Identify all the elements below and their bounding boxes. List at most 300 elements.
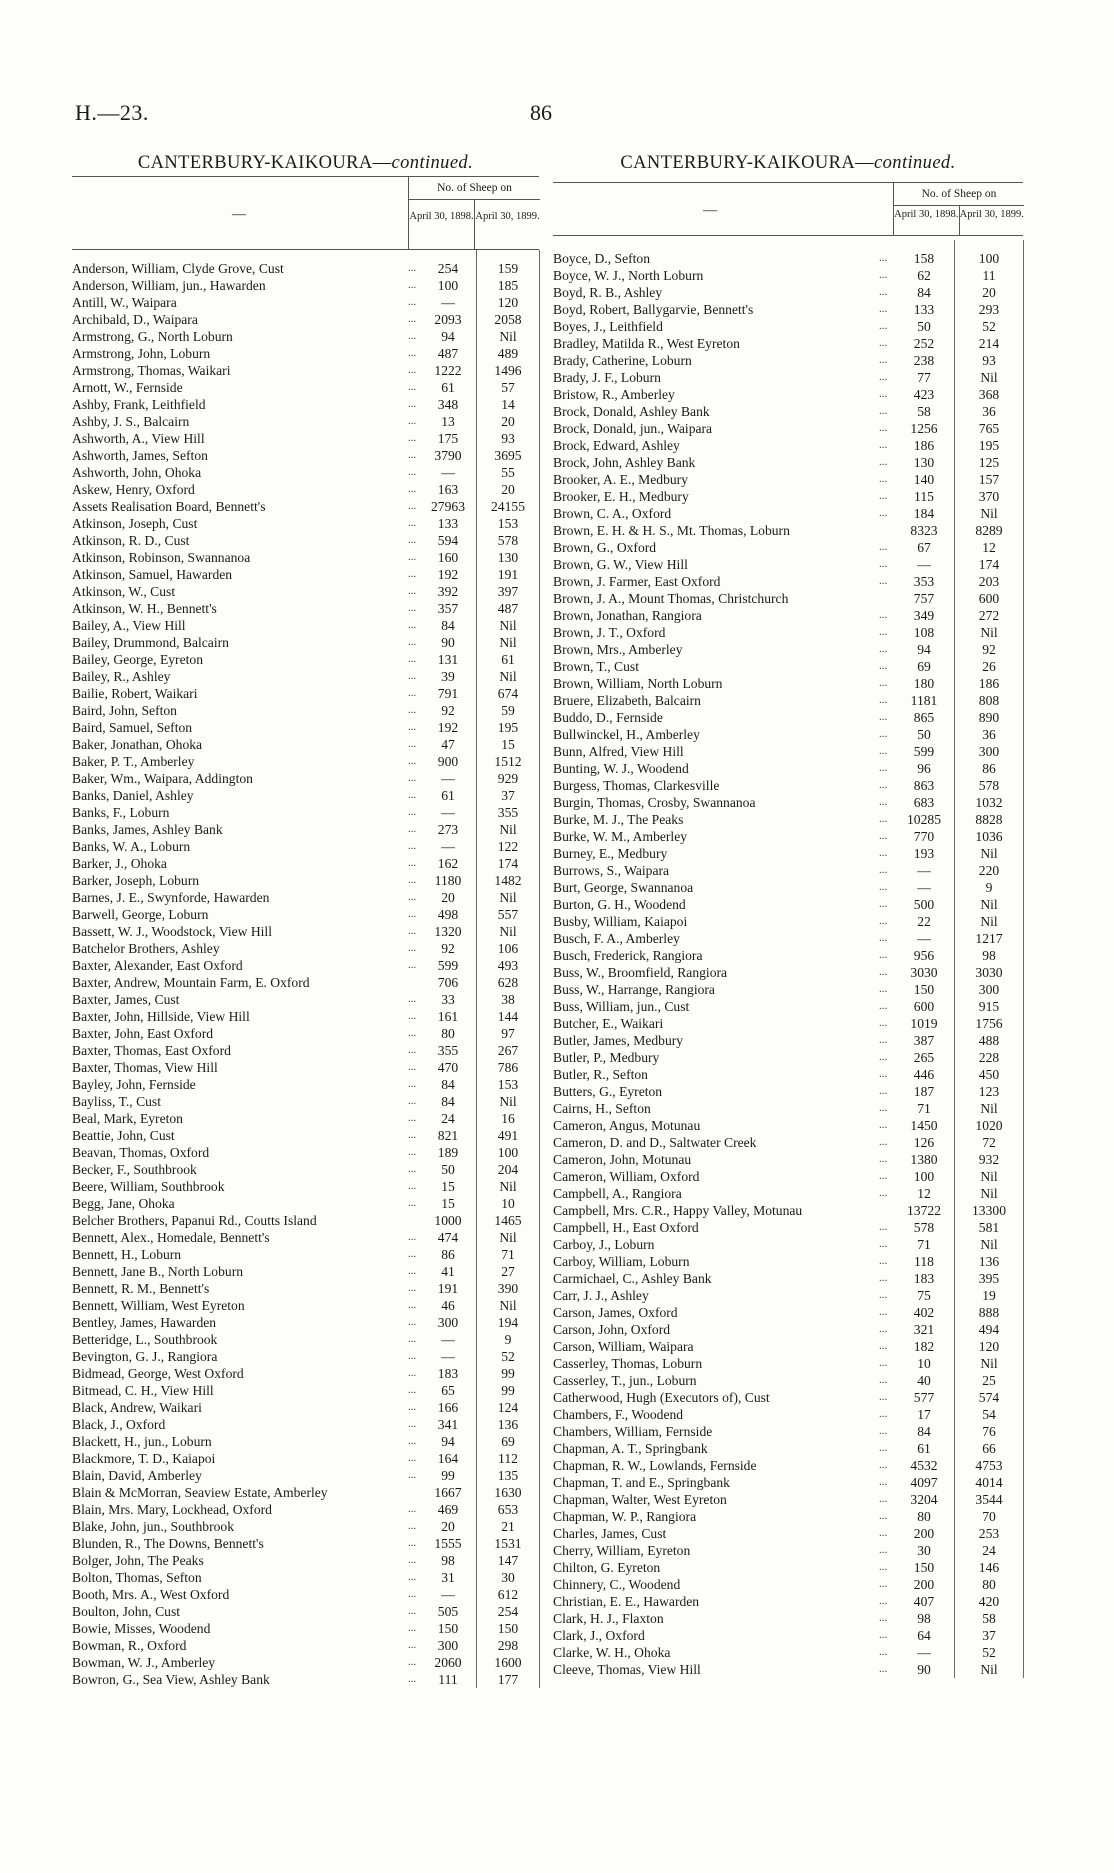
table-row xyxy=(553,1134,1023,1151)
sheep-1899: 61 xyxy=(501,652,515,667)
table-row xyxy=(553,539,1023,556)
table-row xyxy=(553,1202,1023,1219)
holder-name: Belcher Brothers, Papanui Rd., Coutts Island xyxy=(72,1213,317,1228)
sheep-1899: Nil xyxy=(499,329,517,344)
table-body-left xyxy=(72,260,539,1688)
sheep-1899: 4014 xyxy=(975,1475,1003,1490)
holder-name: Charles, James, Cust xyxy=(553,1526,667,1541)
sheep-1899: 174 xyxy=(497,856,519,871)
sheep-1898: 300 xyxy=(437,1638,459,1653)
sheep-1899: 929 xyxy=(497,771,519,786)
sheep-1899: 298 xyxy=(497,1638,519,1653)
sheep-1899: 124 xyxy=(497,1400,519,1415)
table-row xyxy=(553,369,1023,386)
table-row xyxy=(553,743,1023,760)
holder-name: Brady, Catherine, Loburn xyxy=(553,353,692,368)
sheep-1899: 578 xyxy=(497,533,519,548)
sheep-1899: 368 xyxy=(978,387,1000,402)
sheep-1899: 493 xyxy=(497,958,519,973)
sheep-1899: 220 xyxy=(978,863,1000,878)
sheep-1898: 30 xyxy=(917,1543,931,1558)
holder-name: Baird, Samuel, Sefton xyxy=(72,720,193,735)
holder-name: Butler, P., Medbury xyxy=(553,1050,660,1065)
table-row xyxy=(553,335,1023,352)
table-row xyxy=(553,1440,1023,1457)
sheep-1898: 265 xyxy=(913,1050,935,1065)
column-header-1899: April 30, 1899. xyxy=(959,209,1024,220)
sheep-1899: 300 xyxy=(978,982,1000,997)
sheep-1898: 12 xyxy=(917,1186,931,1201)
sheep-1899: 491 xyxy=(497,1128,519,1143)
table-row xyxy=(553,777,1023,794)
sheep-1898: 300 xyxy=(437,1315,459,1330)
sheep-1899: Nil xyxy=(499,924,517,939)
sheep-1899: 11 xyxy=(982,268,996,283)
sheep-1898: 100 xyxy=(437,278,459,293)
sheep-1899: 890 xyxy=(978,710,1000,725)
holder-name: Boulton, John, Cust xyxy=(72,1604,181,1619)
table-row xyxy=(72,566,539,583)
sheep-1899: 194 xyxy=(497,1315,519,1330)
holder-name: Beal, Mark, Eyreton xyxy=(72,1111,183,1126)
sheep-1898: 84 xyxy=(441,1077,455,1092)
sheep-1898: 900 xyxy=(437,754,459,769)
sheep-1899: 1756 xyxy=(975,1016,1003,1031)
sheep-1899: 57 xyxy=(501,380,515,395)
table-row xyxy=(72,498,539,515)
sheep-1899: 1217 xyxy=(975,931,1003,946)
holder-name: Cherry, William, Eyreton xyxy=(553,1543,691,1558)
sheep-1899: 488 xyxy=(978,1033,1000,1048)
table-row xyxy=(72,753,539,770)
holder-name: Blake, John, jun., Southbrook xyxy=(72,1519,234,1534)
sheep-1898: 94 xyxy=(441,329,455,344)
table-row xyxy=(72,515,539,532)
leader-dots: ... xyxy=(408,1401,417,1413)
leader-dots: ... xyxy=(879,1510,888,1522)
table-row xyxy=(72,1399,539,1416)
holder-name: Bunting, W. J., Woodend xyxy=(553,761,689,776)
sheep-1898: 191 xyxy=(437,1281,459,1296)
table-row xyxy=(553,488,1023,505)
table-row xyxy=(553,1406,1023,1423)
holder-name: Bowie, Misses, Woodend xyxy=(72,1621,211,1636)
sheep-1898: 58 xyxy=(917,404,931,419)
table-row xyxy=(553,726,1023,743)
leader-dots: ... xyxy=(879,1459,888,1471)
holder-name: Brooker, E. H., Medbury xyxy=(553,489,689,504)
table-row xyxy=(553,1525,1023,1542)
sheep-1899: Nil xyxy=(499,618,517,633)
sheep-1898: — xyxy=(441,295,455,310)
leader-dots: ... xyxy=(408,1299,417,1311)
sheep-1898: 118 xyxy=(914,1254,934,1269)
leader-dots: ... xyxy=(879,864,888,876)
sheep-1898: 100 xyxy=(913,1169,935,1184)
table-row xyxy=(72,1178,539,1195)
sheep-1899: Nil xyxy=(980,1101,998,1116)
sheep-1898: 46 xyxy=(441,1298,455,1313)
sheep-1899: 20 xyxy=(982,285,996,300)
sheep-1899: 38 xyxy=(501,992,515,1007)
leader-dots: ... xyxy=(879,541,888,553)
sheep-1898: 4097 xyxy=(910,1475,938,1490)
table-row xyxy=(72,1484,539,1501)
holder-name: Booth, Mrs. A., West Oxford xyxy=(72,1587,230,1602)
table-row xyxy=(72,1331,539,1348)
sheep-1899: 253 xyxy=(978,1526,1000,1541)
leader-dots: ... xyxy=(408,1537,417,1549)
leader-dots: ... xyxy=(879,728,888,740)
holder-name: Boyd, R. B., Ashley xyxy=(553,285,663,300)
leader-dots: ... xyxy=(879,1323,888,1335)
leader-dots: ... xyxy=(879,1017,888,1029)
sheep-1898: 273 xyxy=(437,822,459,837)
sheep-1898: 67 xyxy=(917,540,931,555)
holder-name: Busby, William, Kaiapoi xyxy=(553,914,688,929)
table-row xyxy=(553,1559,1023,1576)
sheep-1898: 321 xyxy=(913,1322,935,1337)
table-row xyxy=(553,1168,1023,1185)
sheep-1899: 36 xyxy=(982,727,996,742)
table-row xyxy=(72,532,539,549)
holder-name: Bevington, G. J., Rangiora xyxy=(72,1349,218,1364)
table-row xyxy=(72,1535,539,1552)
table-row xyxy=(72,906,539,923)
sheep-1899: 8828 xyxy=(975,812,1003,827)
sheep-1898: 770 xyxy=(913,829,935,844)
sheep-1899: 2058 xyxy=(494,312,522,327)
sheep-1898: 487 xyxy=(437,346,459,361)
sheep-1898: 956 xyxy=(913,948,935,963)
sheep-1898: 27963 xyxy=(431,499,465,514)
sheep-1898: — xyxy=(441,1349,455,1364)
holder-name: Bennett, R. M., Bennett's xyxy=(72,1281,210,1296)
sheep-1899: 786 xyxy=(497,1060,519,1075)
sheep-1899: Nil xyxy=(499,1094,517,1109)
sheep-1899: 144 xyxy=(497,1009,519,1024)
table-row xyxy=(553,658,1023,675)
sheep-1899: 55 xyxy=(501,465,515,480)
sheep-1899: 581 xyxy=(978,1220,1000,1235)
sheep-1898: 50 xyxy=(917,727,931,742)
leader-dots: ... xyxy=(408,772,417,784)
table-row xyxy=(72,1348,539,1365)
leader-dots: ... xyxy=(408,874,417,886)
holder-name: Burrows, S., Waipara xyxy=(553,863,670,878)
table-row xyxy=(553,828,1023,845)
sheep-1898: 254 xyxy=(437,261,459,276)
leader-dots: ... xyxy=(408,1350,417,1362)
sheep-1898: — xyxy=(441,839,455,854)
leader-dots: ... xyxy=(879,745,888,757)
table-row xyxy=(72,311,539,328)
sheep-1898: 80 xyxy=(917,1509,931,1524)
leader-dots: ... xyxy=(879,796,888,808)
table-row xyxy=(553,1185,1023,1202)
sheep-1898: 578 xyxy=(913,1220,935,1235)
table-row xyxy=(72,1076,539,1093)
sheep-1898: 98 xyxy=(917,1611,931,1626)
holder-name: Carboy, William, Loburn xyxy=(553,1254,690,1269)
holder-name: Bristow, R., Amberley xyxy=(553,387,675,402)
sheep-1898: — xyxy=(441,771,455,786)
sheep-1899: 214 xyxy=(978,336,1000,351)
sheep-1898: 349 xyxy=(913,608,935,623)
sheep-1899: 494 xyxy=(978,1322,1000,1337)
sheep-1898: 96 xyxy=(917,761,931,776)
table-row xyxy=(553,352,1023,369)
sheep-1899: 300 xyxy=(978,744,1000,759)
leader-dots: ... xyxy=(879,1238,888,1250)
sheep-1899: 37 xyxy=(982,1628,996,1643)
holder-name: Bruere, Elizabeth, Balcairn xyxy=(553,693,701,708)
leader-dots: ... xyxy=(879,473,888,485)
leader-dots: ... xyxy=(408,993,417,1005)
sheep-1899: 24 xyxy=(982,1543,996,1558)
holder-name: Bassett, W. J., Woodstock, View Hill xyxy=(72,924,272,939)
sheep-1899: 92 xyxy=(982,642,996,657)
sheep-1898: 355 xyxy=(437,1043,459,1058)
holder-name: Chapman, T. and E., Springbank xyxy=(553,1475,730,1490)
holder-name: Askew, Henry, Oxford xyxy=(72,482,195,497)
holder-name: Atkinson, Samuel, Hawarden xyxy=(72,567,233,582)
table-row xyxy=(72,974,539,991)
table-row xyxy=(72,277,539,294)
table-row xyxy=(72,651,539,668)
holder-name: Brown, T., Cust xyxy=(553,659,639,674)
sheep-1899: 191 xyxy=(497,567,519,582)
leader-dots: ... xyxy=(408,1095,417,1107)
table-row xyxy=(72,362,539,379)
leader-dots: ... xyxy=(879,1000,888,1012)
holder-name: Carson, James, Oxford xyxy=(553,1305,678,1320)
sheep-1898: 577 xyxy=(913,1390,935,1405)
holder-name: Bowman, R., Oxford xyxy=(72,1638,187,1653)
sheep-1898: 10285 xyxy=(907,812,941,827)
sheep-1898: 64 xyxy=(917,1628,931,1643)
sheep-1899: 20 xyxy=(501,414,515,429)
holder-name: Brock, John, Ashley Bank xyxy=(553,455,696,470)
table-header-right xyxy=(553,182,1023,236)
holder-name: Armstrong, John, Loburn xyxy=(72,346,211,361)
leader-dots: ... xyxy=(408,381,417,393)
table-row xyxy=(553,1219,1023,1236)
leader-dots: ... xyxy=(408,1197,417,1209)
table-row xyxy=(72,600,539,617)
table-row xyxy=(553,1015,1023,1032)
leader-dots: ... xyxy=(408,1163,417,1175)
holder-name: Cameron, John, Motunau xyxy=(553,1152,692,1167)
sheep-1898: 71 xyxy=(917,1237,931,1252)
leader-dots: ... xyxy=(879,507,888,519)
holder-name: Casserley, T., jun., Loburn xyxy=(553,1373,697,1388)
table-row xyxy=(72,1246,539,1263)
sheep-1898: 111 xyxy=(438,1672,458,1687)
table-row xyxy=(72,1144,539,1161)
sheep-1898: 1555 xyxy=(434,1536,462,1551)
holder-name: Bailie, Robert, Waikari xyxy=(72,686,198,701)
sheep-1899: 14 xyxy=(501,397,515,412)
table-row xyxy=(72,1518,539,1535)
leader-dots: ... xyxy=(408,1316,417,1328)
sheep-1898: 65 xyxy=(441,1383,455,1398)
sheep-1899: 628 xyxy=(497,975,519,990)
table-row xyxy=(553,624,1023,641)
leader-dots: ... xyxy=(879,1527,888,1539)
sheep-1899: 26 xyxy=(982,659,996,674)
table-row xyxy=(553,862,1023,879)
holder-name: Blackett, H., jun., Loburn xyxy=(72,1434,212,1449)
sheep-1899: 146 xyxy=(978,1560,1000,1575)
holder-name: Betteridge, L., Southbrook xyxy=(72,1332,218,1347)
holder-name: Catherwood, Hugh (Executors of), Cust xyxy=(553,1390,770,1405)
sheep-1899: Nil xyxy=(980,506,998,521)
leader-dots: ... xyxy=(879,1391,888,1403)
sheep-1898: 184 xyxy=(913,506,935,521)
sheep-1899: 1512 xyxy=(494,754,522,769)
sheep-1898: 90 xyxy=(441,635,455,650)
table-row xyxy=(72,1552,539,1569)
sheep-1898: — xyxy=(441,1332,455,1347)
holder-name: Brown, J. A., Mount Thomas, Christchurch xyxy=(553,591,789,606)
section-title-text: CANTERBURY-KAIKOURA— xyxy=(137,153,392,173)
holder-name: Black, Andrew, Waikari xyxy=(72,1400,202,1415)
table-row xyxy=(553,250,1023,267)
leader-dots: ... xyxy=(408,789,417,801)
table-row xyxy=(553,641,1023,658)
sheep-1899: 3544 xyxy=(975,1492,1003,1507)
sheep-1899: 93 xyxy=(982,353,996,368)
holder-name: Butler, James, Medbury xyxy=(553,1033,684,1048)
sheep-1898: 84 xyxy=(441,1094,455,1109)
holder-name: Ashworth, James, Sefton xyxy=(72,448,208,463)
leader-dots: ... xyxy=(408,1418,417,1430)
section-title-suffix: continued. xyxy=(874,153,956,173)
leader-dots: ... xyxy=(879,915,888,927)
sheep-1898: 162 xyxy=(437,856,459,871)
sheep-1899: 186 xyxy=(978,676,1000,691)
sheep-1898: 80 xyxy=(441,1026,455,1041)
sheep-1898: 357 xyxy=(437,601,459,616)
sheep-1899: 157 xyxy=(978,472,1000,487)
holder-name: Bennett, Alex., Homedale, Bennett's xyxy=(72,1230,270,1245)
holder-name: Brown, J. T., Oxford xyxy=(553,625,666,640)
holder-name: Chilton, G. Eyreton xyxy=(553,1560,661,1575)
leader-dots: ... xyxy=(879,405,888,417)
sheep-1898: — xyxy=(441,805,455,820)
table-row xyxy=(72,668,539,685)
table-row xyxy=(553,1610,1023,1627)
holder-name: Atkinson, R. D., Cust xyxy=(72,533,190,548)
sheep-1898: 594 xyxy=(437,533,459,548)
leader-dots: ... xyxy=(408,1435,417,1447)
leader-dots: ... xyxy=(408,840,417,852)
holder-name: Baxter, Thomas, View Hill xyxy=(72,1060,218,1075)
holder-name: Bidmead, George, West Oxford xyxy=(72,1366,244,1381)
sheep-count-header xyxy=(893,183,1024,235)
sheep-1898: 193 xyxy=(913,846,935,861)
leader-dots: ... xyxy=(879,422,888,434)
sheep-1898: 39 xyxy=(441,669,455,684)
sheep-1898: 115 xyxy=(914,489,934,504)
sheep-1899: 915 xyxy=(978,999,1000,1014)
sheep-1898: — xyxy=(441,465,455,480)
table-row xyxy=(553,811,1023,828)
table-row xyxy=(72,1382,539,1399)
table-row xyxy=(72,787,539,804)
leader-dots: ... xyxy=(879,898,888,910)
sheep-1899: 72 xyxy=(982,1135,996,1150)
sheep-1898: 1222 xyxy=(434,363,462,378)
leader-dots: ... xyxy=(408,1282,417,1294)
holder-name: Begg, Jane, Ohoka xyxy=(72,1196,175,1211)
sheep-1898: 505 xyxy=(437,1604,459,1619)
table-body-right xyxy=(553,250,1023,1678)
leader-dots: ... xyxy=(408,1129,417,1141)
sheep-1899: 71 xyxy=(501,1247,515,1262)
leader-dots: ... xyxy=(408,721,417,733)
sheep-1898: 238 xyxy=(913,353,935,368)
sheep-1898: — xyxy=(917,863,931,878)
leader-dots: ... xyxy=(408,670,417,682)
sheep-1898: 94 xyxy=(441,1434,455,1449)
sheep-1898: 61 xyxy=(917,1441,931,1456)
sheep-1898: 348 xyxy=(437,397,459,412)
sheep-1898: 683 xyxy=(913,795,935,810)
table-row xyxy=(72,855,539,872)
table-row xyxy=(553,1389,1023,1406)
sheep-1898: 402 xyxy=(913,1305,935,1320)
holder-name: Bowron, G., Sea View, Ashley Bank xyxy=(72,1672,270,1687)
table-row xyxy=(72,1467,539,1484)
sheep-1898: 863 xyxy=(913,778,935,793)
holder-name: Banks, W. A., Loburn xyxy=(72,839,191,854)
holder-name: Bayley, John, Fernside xyxy=(72,1077,196,1092)
leader-dots: ... xyxy=(408,398,417,410)
holder-name: Barwell, George, Loburn xyxy=(72,907,209,922)
table-row xyxy=(553,1100,1023,1117)
sheep-1899: 557 xyxy=(497,907,519,922)
leader-dots: ... xyxy=(408,619,417,631)
holder-name: Bitmead, C. H., View Hill xyxy=(72,1383,214,1398)
leader-dots: ... xyxy=(879,354,888,366)
table-row xyxy=(553,607,1023,624)
holder-name: Carboy, J., Loburn xyxy=(553,1237,655,1252)
leader-dots: ... xyxy=(408,1605,417,1617)
sheep-1899: 612 xyxy=(497,1587,519,1602)
leader-dots: ... xyxy=(408,1265,417,1277)
sheep-1899: 420 xyxy=(978,1594,1000,1609)
holder-name: Cameron, William, Oxford xyxy=(553,1169,700,1184)
sheep-1899: 450 xyxy=(978,1067,1000,1082)
sheep-1899: 112 xyxy=(498,1451,518,1466)
sheep-1898: 108 xyxy=(913,625,935,640)
holder-name: Blunden, R., The Downs, Bennett's xyxy=(72,1536,264,1551)
holder-name: Baker, P. T., Amberley xyxy=(72,754,195,769)
sheep-1899: 15 xyxy=(501,737,515,752)
sheep-1898: 20 xyxy=(441,890,455,905)
leader-dots: ... xyxy=(408,568,417,580)
leader-dots: ... xyxy=(408,1520,417,1532)
sheep-1898: 8323 xyxy=(910,523,938,538)
sheep-1899: 122 xyxy=(497,839,519,854)
table-row xyxy=(553,318,1023,335)
leader-dots: ... xyxy=(408,1010,417,1022)
leader-dots: ... xyxy=(408,857,417,869)
holder-name: Campbell, H., East Oxford xyxy=(553,1220,699,1235)
sheep-1899: 130 xyxy=(497,550,519,565)
